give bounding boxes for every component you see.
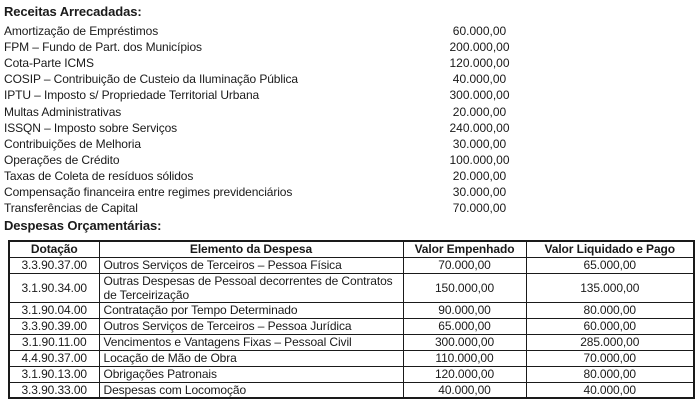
revenue-label: ISSQN – Imposto sobre Serviços	[4, 120, 178, 135]
revenue-row	[4, 55, 699, 71]
valor-liquidado-cell: 80.000,00	[526, 366, 694, 382]
valor-liquidado-cell: 40.000,00	[526, 382, 694, 398]
revenue-label: Transferências de Capital	[4, 201, 138, 216]
elemento-cell: Contratação por Tempo Determinado	[99, 302, 403, 318]
revenue-value: 30.000,00	[452, 136, 507, 151]
elemento-cell: Outras Despesas de Pessoal decorrentes de Contratos de Terceirização	[99, 273, 403, 302]
col-header-dotacao: Dotação	[9, 241, 99, 257]
dotacao-cell: 3.1.90.11.00	[9, 334, 99, 350]
revenue-row	[4, 39, 699, 55]
valor-empenhado-cell: 70.000,00	[403, 257, 526, 273]
valor-empenhado-cell: 150.000,00	[403, 273, 526, 302]
revenue-row	[4, 87, 699, 103]
table-row	[9, 366, 694, 382]
valor-liquidado-cell: 70.000,00	[526, 350, 694, 366]
dotacao-cell: 3.3.90.39.00	[9, 318, 99, 334]
despesas-table	[8, 240, 695, 399]
dotacao-cell: 4.4.90.37.00	[9, 350, 99, 366]
valor-liquidado-cell: 65.000,00	[526, 257, 694, 273]
valor-liquidado-cell: 60.000,00	[526, 318, 694, 334]
col-header-valor-empenhado: Valor Empenhado	[403, 241, 526, 257]
valor-empenhado-cell: 90.000,00	[403, 302, 526, 318]
table-header-row	[9, 241, 694, 257]
receitas-section-title: Receitas Arrecadadas:	[4, 4, 142, 19]
elemento-cell: Vencimentos e Vantagens Fixas – Pessoal Civil	[99, 334, 403, 350]
elemento-cell: Outros Serviços de Terceiros – Pessoa Física	[99, 257, 403, 273]
revenue-label: IPTU – Imposto s/ Propriedade Territorial Urbana	[4, 88, 260, 103]
revenue-label: FPM – Fundo de Part. dos Municípios	[4, 40, 202, 55]
revenue-value: 300.000,00	[449, 88, 510, 103]
table-row	[9, 318, 694, 334]
revenue-row	[4, 23, 699, 39]
dotacao-cell: 3.1.90.34.00	[9, 273, 99, 302]
revenue-label: COSIP – Contribuição de Custeio da Iluminação Pública	[4, 72, 298, 87]
table-row	[9, 350, 694, 366]
revenue-row	[4, 200, 699, 216]
revenue-row	[4, 103, 699, 119]
dotacao-cell: 3.1.90.13.00	[9, 366, 99, 382]
elemento-cell: Locação de Mão de Obra	[99, 350, 403, 366]
elemento-cell: Outros Serviços de Terceiros – Pessoa Jurídica	[99, 318, 403, 334]
col-header-valor-liquidado: Valor Liquidado e Pago	[526, 241, 694, 257]
receitas-list	[4, 23, 699, 216]
table-row	[9, 302, 694, 318]
revenue-row	[4, 152, 699, 168]
dotacao-cell: 3.1.90.04.00	[9, 302, 99, 318]
table-row	[9, 382, 694, 398]
table-row	[9, 334, 694, 350]
revenue-row	[4, 71, 699, 87]
elemento-cell: Obrigações Patronais	[99, 366, 403, 382]
valor-empenhado-cell: 120.000,00	[403, 366, 526, 382]
valor-empenhado-cell: 40.000,00	[403, 382, 526, 398]
revenue-label: Cota-Parte ICMS	[4, 56, 94, 71]
revenue-row	[4, 168, 699, 184]
revenue-row	[4, 184, 699, 200]
revenue-value: 200.000,00	[449, 40, 510, 55]
valor-liquidado-cell: 135.000,00	[526, 273, 694, 302]
revenue-value: 120.000,00	[449, 56, 510, 71]
dotacao-cell: 3.3.90.37.00	[9, 257, 99, 273]
valor-empenhado-cell: 65.000,00	[403, 318, 526, 334]
despesas-section-title: Despesas Orçamentárias:	[4, 218, 162, 234]
col-header-elemento: Elemento da Despesa	[99, 241, 403, 257]
revenue-label: Amortização de Empréstimos	[4, 24, 159, 39]
revenue-value: 20.000,00	[452, 168, 507, 183]
revenue-row	[4, 136, 699, 152]
revenue-label: Operações de Crédito	[4, 152, 120, 167]
revenue-value: 240.000,00	[449, 120, 510, 135]
table-row	[9, 273, 694, 302]
revenue-value: 40.000,00	[452, 72, 507, 87]
revenue-label: Taxas de Coleta de resíduos sólidos	[4, 168, 194, 183]
elemento-cell: Despesas com Locomoção	[99, 382, 403, 398]
revenue-value: 100.000,00	[449, 152, 510, 167]
dotacao-cell: 3.3.90.33.00	[9, 382, 99, 398]
revenue-value: 70.000,00	[452, 201, 507, 216]
revenue-label: Contribuições de Melhoria	[4, 136, 141, 151]
revenue-value: 60.000,00	[452, 24, 507, 39]
valor-liquidado-cell: 285.000,00	[526, 334, 694, 350]
revenue-label: Compensação financeira entre regimes previdenciários	[4, 184, 293, 199]
table-row	[9, 257, 694, 273]
valor-empenhado-cell: 110.000,00	[403, 350, 526, 366]
revenue-value: 20.000,00	[452, 104, 507, 119]
revenue-label: Multas Administrativas	[4, 104, 122, 119]
valor-liquidado-cell: 80.000,00	[526, 302, 694, 318]
revenue-value: 30.000,00	[452, 184, 507, 199]
revenue-row	[4, 120, 699, 136]
valor-empenhado-cell: 300.000,00	[403, 334, 526, 350]
